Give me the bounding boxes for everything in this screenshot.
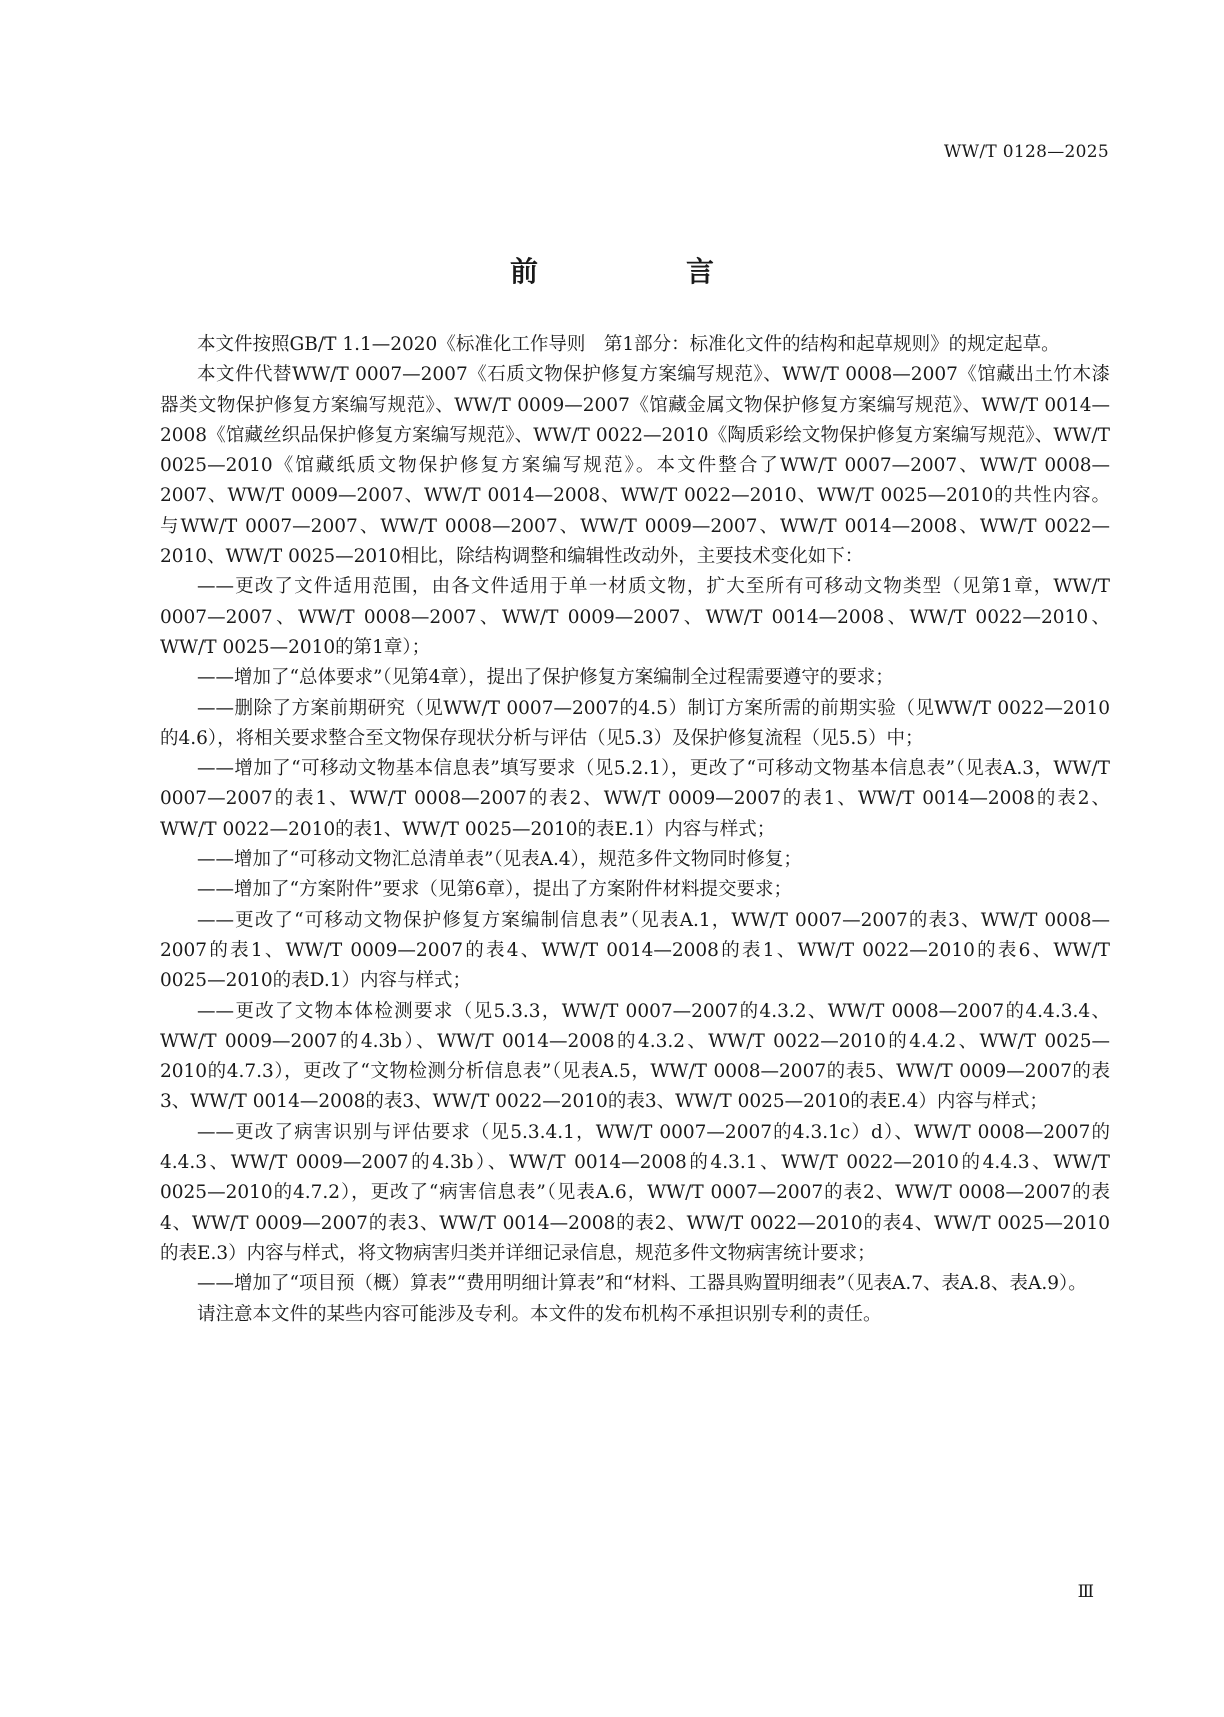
paragraph: 本文件按照GB/T 1.1—2020《标准化工作导则 第1部分：标准化文件的结构和起草规则》的规定起草。 bbox=[197, 334, 1060, 355]
paragraph: ——增加了“可移动文物基本信息表”填写要求（见5.2.1），更改了“可移动文物基本信息表”（见表A.3，WW/T 0007—2007的表1、WW/T 0008—2007的表2、WW/T 0009—2007的表1、WW/T 0014—2008的表2、WW/T 0022—2010的表1、WW/T 0025—2010的表E.1）内容与样式； bbox=[160, 758, 1110, 840]
paragraph: ——增加了“总体要求”（见第4章），提出了保护修复方案编制全过程需要遵守的要求； bbox=[197, 667, 894, 689]
paragraph: 请注意本文件的某些内容可能涉及专利。本文件的发布机构不承担识别专利的责任。 bbox=[197, 1303, 882, 1325]
paragraph: ——增加了“可移动文物汇总清单表”（见表A.4），规范多件文物同时修复； bbox=[197, 849, 802, 871]
paragraph: ——更改了文件适用范围，由各文件适用于单一材质文物，扩大至所有可移动文物类型（见第1章，WW/T 0007—2007、WW/T 0008—2007、WW/T 0009—2007、WW/T 0014—2008、WW/T 0022—2010、WW/T 0025—2010的第1章）； bbox=[160, 576, 1110, 658]
paragraph: ——增加了“项目预（概）算表”“费用明细计算表”和“材料、工器具购置明细表”（见表A.7、表A.8、表A.9）。 bbox=[197, 1273, 1087, 1295]
paragraph: ——更改了文物本体检测要求（见5.3.3，WW/T 0007—2007的4.3.2、WW/T 0008—2007的4.4.3.4、WW/T 0009—2007的4.3b）、WW/T 0014—2008的4.3.2、WW/T 0022—2010的4.4.2、WW/T 0025—2010的4.7.3），更改了“文物检测分析信息表”（见表A.5，WW/T 0008—2007的表5、WW/T 0009—2007的表3、WW/T 0014—2008的表3、WW/T 0022—2010的表3、WW/T 0025—2010的表E.4）内容与样式； bbox=[160, 1000, 1110, 1113]
paragraph: 本文件代替WW/T 0007—2007《石质文物保护修复方案编写规范》、WW/T 0008—2007《馆藏出土竹木漆器类文物保护修复方案编写规范》、WW/T 0009—2007《馆藏金属文物保护修复方案编写规范》、WW/T 0014—2008《馆藏丝织品保护修复方案编写规范》、WW/T 0022—2010《陶质彩绘文物保护修复方案编写规范》、WW/T 0025—2010《馆藏纸质文物保护修复方案编写规范》。本文件整合了WW/T 0007—2007、WW/T 0008—2007、WW/T 0009—2007、WW/T 0014—2008、WW/T 0022—2010、WW/T 0025—2010的共性内容。与WW/T 0007—2007、WW/T 0008—2007、WW/T 0009—2007、WW/T 0014—2008、WW/T 0022—2010、WW/T 0025—2010相比，除结构调整和编辑性改动外，主要技术变化如下： bbox=[160, 364, 1110, 568]
page-number: Ⅲ bbox=[1077, 1582, 1094, 1602]
paragraph: ——更改了“可移动文物保护修复方案编制信息表”（见表A.1，WW/T 0007—2007的表3、WW/T 0008—2007的表1、WW/T 0009—2007的表4、WW/T 0014—2008的表1、WW/T 0022—2010的表6、WW/T 0025—2010的表D.1）内容与样式； bbox=[160, 909, 1110, 992]
paragraph: ——更改了病害识别与评估要求（见5.3.4.1，WW/T 0007—2007的4.3.1c）d）、WW/T 0008—2007的4.4.3、WW/T 0009—2007的4.3b）、WW/T 0014—2008的4.3.1、WW/T 0022—2010的4.4.3、WW/T 0025—2010的4.7.2），更改了“病害信息表”（见表A.6，WW/T 0007—2007的表2、WW/T 0008—2007的表4、WW/T 0009—2007的表3、WW/T 0014—2008的表2、WW/T 0022—2010的表4、WW/T 0025—2010的表E.3）内容与样式，将文物病害归类并详细记录信息，规范多件文物病害统计要求； bbox=[160, 1121, 1110, 1264]
paragraph: ——删除了方案前期研究（见WW/T 0007—2007的4.5）制订方案所需的前期实验（见WW/T 0022—2010的4.6），将相关要求整合至文物保存现状分析与评估（见5.3）及保护修复流程（见5.5）中； bbox=[160, 697, 1110, 749]
preface-body bbox=[160, 330, 1110, 1330]
page-title: 前 言 bbox=[509, 255, 774, 288]
document-code: WW/T 0128—2025 bbox=[943, 142, 1109, 162]
paragraph: ——增加了“方案附件”要求（见第6章），提出了方案附件材料提交要求； bbox=[197, 879, 792, 901]
